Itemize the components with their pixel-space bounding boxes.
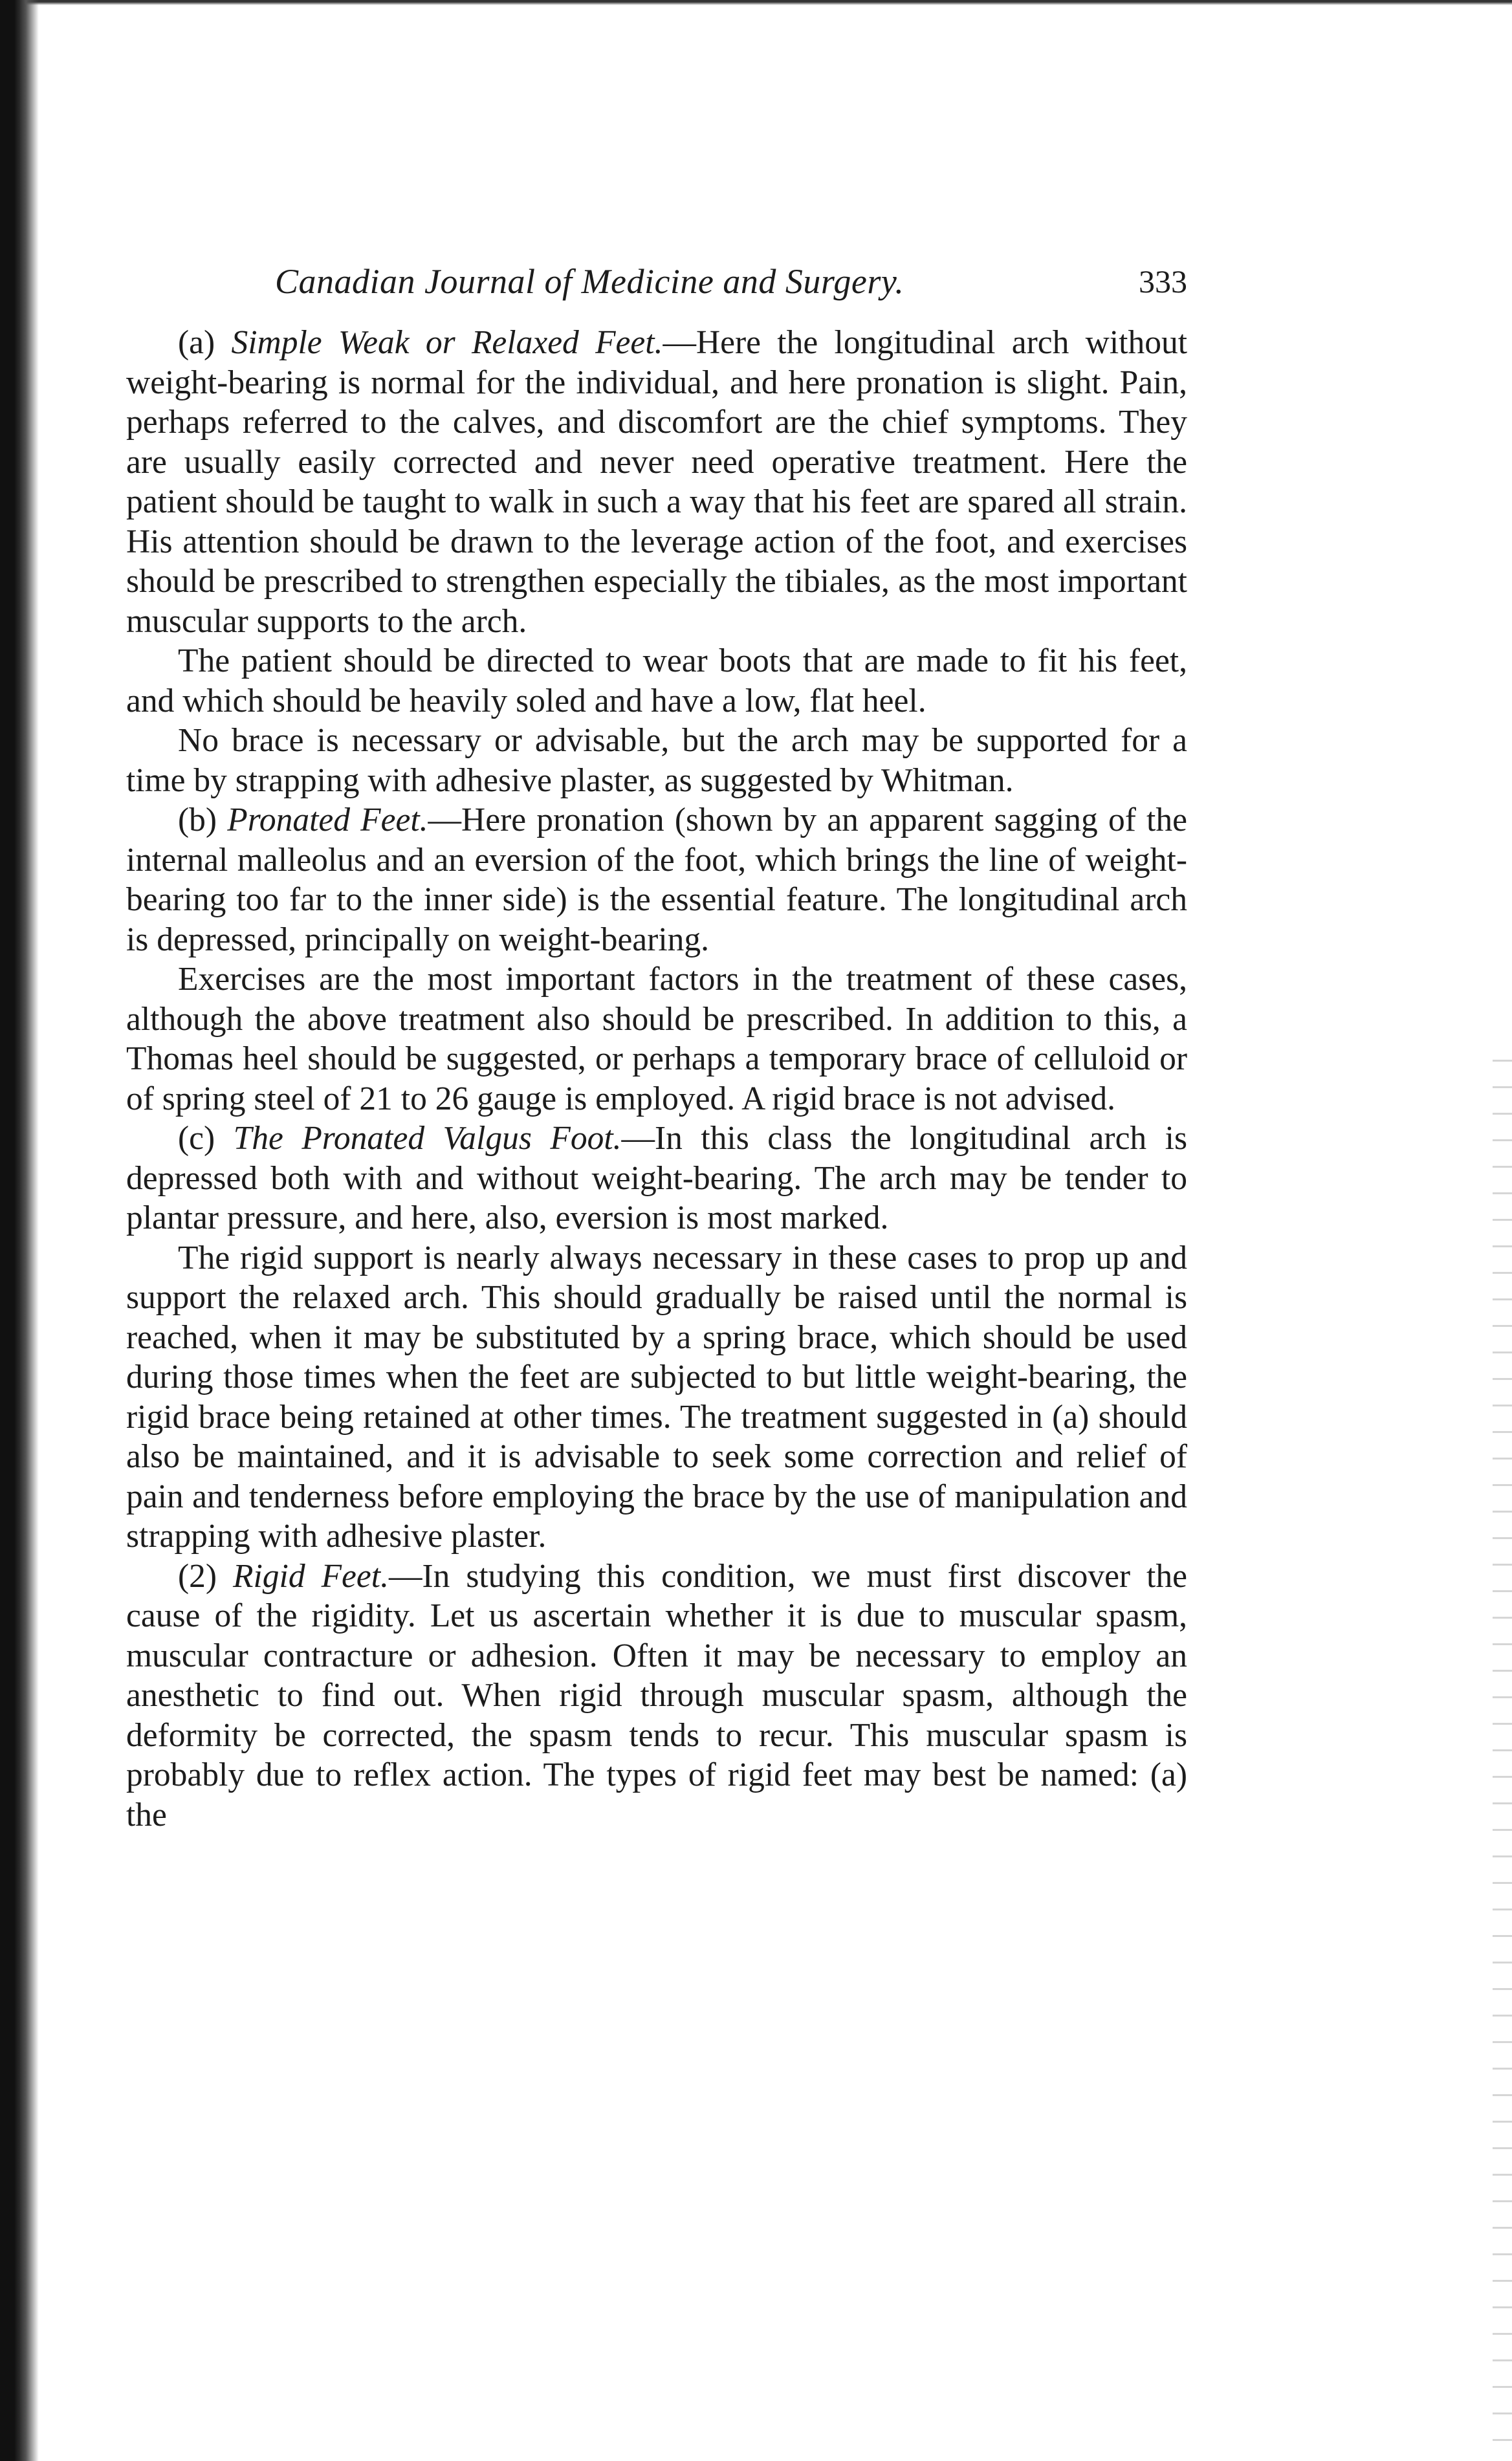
section-marker: (a) xyxy=(178,324,232,361)
section-marker: (b) xyxy=(178,802,228,838)
paragraph-text: Exercises are the most important factors in the treatment of these cases, although the above treatment also should be prescribed. In addition to this, a Thomas heel should be suggested, or perhaps a temporary brace of celluloid or of spring steel of 21 to 26 gauge is employed. A rigid brace is not advised. xyxy=(126,961,1187,1117)
paragraph-brace xyxy=(126,721,1187,800)
paragraph-boots xyxy=(126,641,1187,721)
paragraph-text: The rigid support is nearly always necessary in these cases to prop up and support the relaxed arch. This should gradually be raised until the normal is reached, when it may be substituted by a spring brace, which should be used during those times when the feet are subjected to but little weight-bearing, the rigid brace being retained at other times. The treatment suggested in (a) should also be maintained, and it is advisable to seek some correction and relief of pain and tenderness before employing the brace by the use of manipulation and strapping with adhesive plaster. xyxy=(126,1239,1187,1555)
paragraph-text: No brace is necessary or advisable, but the arch may be supported for a time by strapping with adhesive plaster, as suggested by Whitman. xyxy=(126,722,1187,799)
paragraph-exercises xyxy=(126,959,1187,1119)
running-head xyxy=(126,256,1187,307)
scan-top-edge xyxy=(0,0,1512,5)
section-heading: The Pronated Valgus Foot. xyxy=(233,1120,622,1157)
journal-page xyxy=(126,256,1187,1835)
section-marker: (c) xyxy=(178,1120,234,1157)
paragraph-text: The patient should be directed to wear boots that are made to fit his feet, and which should be heavily soled and have a low, flat heel. xyxy=(126,642,1187,719)
page-number: 333 xyxy=(1139,263,1187,300)
paragraph-rigid-support xyxy=(126,1238,1187,1557)
paragraph-simple-weak-feet xyxy=(126,323,1187,641)
journal-title: Canadian Journal of Medicine and Surgery. xyxy=(275,262,904,301)
paragraph-text: —Here the longitudinal arch without weight-bearing is normal for the individual, and here pronation is slight. Pain, perhaps referred to the calves, and discomfort are the chief symptoms. They are usually easily corrected and never need operative treatment. Here the patient should be taught to walk in such a way that his feet are spared all strain. His attention should be drawn to the leverage action of the foot, and exercises should be prescribed to strengthen especially the tibiales, as the most important muscular supports to the arch. xyxy=(126,324,1187,640)
paragraph-rigid-feet xyxy=(126,1557,1187,1835)
scan-binding-edge xyxy=(0,0,39,2461)
section-heading: Simple Weak or Relaxed Feet. xyxy=(231,324,663,361)
scan-right-edge xyxy=(1493,1035,1512,2458)
paragraph-text: —Here pronation (shown by an apparent sagging of the internal malleolus and an eversion of the foot, which brings the line of weight-bearing too far to the inner side) is the essential feature. The longitudinal arch is depressed, principally on weight-bearing. xyxy=(126,802,1187,958)
article-body xyxy=(126,323,1187,1835)
paragraph-text: —In this class the longitudinal arch is depressed both with and without weight-bearing. The arch may be tender to plantar pressure, and here, also, eversion is most marked. xyxy=(126,1120,1187,1236)
section-heading: Rigid Feet. xyxy=(233,1557,389,1595)
section-marker: (2) xyxy=(178,1557,234,1595)
paragraph-text: —In studying this condition, we must first discover the cause of the rigidity. Let us ascertain whether it is due to muscular spasm, muscular contracture or adhesion. Often it may be necessary to employ an anesthetic to find out. When rigid through muscular spasm, although the deformity be corrected, the spasm tends to recur. This muscular spasm is probably due to reflex action. The types of rigid feet may best be named: (a) the xyxy=(126,1557,1187,1833)
paragraph-pronated-valgus-foot xyxy=(126,1119,1187,1238)
section-heading: Pronated Feet. xyxy=(227,802,428,838)
paragraph-pronated-feet xyxy=(126,800,1187,959)
